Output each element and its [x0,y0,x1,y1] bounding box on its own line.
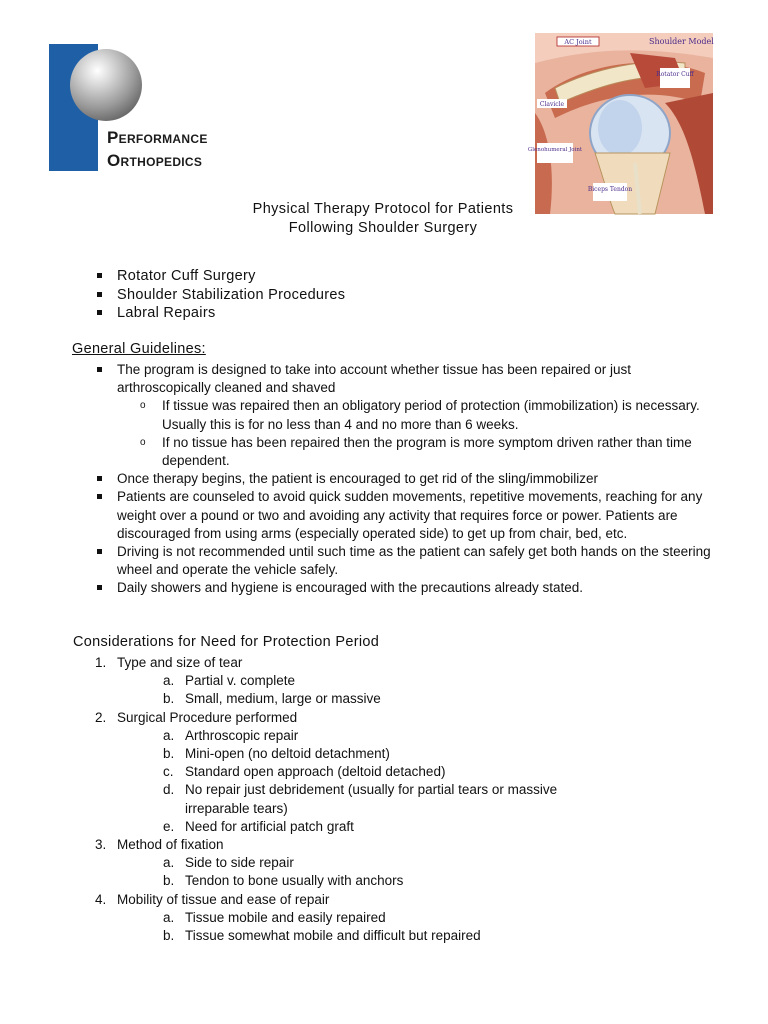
label-shoulder-model: Shoulder Model [649,37,714,46]
guideline-sub-item: o If no tissue has been repaired then the program is more symptom driven rather than time dependent. [140,434,713,470]
consideration-item [95,654,715,709]
label-glenohumeral-joint: Glenohumeral Joint [527,147,583,153]
sub-letter: a. [163,727,175,743]
consideration-number: 1. [95,655,107,670]
guideline-sub-list [117,397,713,470]
performance-orthopedics-logo [49,44,229,172]
consideration-sub-item [163,763,715,781]
sub-text: Arthroscopic repair [185,727,299,743]
considerations-heading: Considerations for Need for Protection Period [73,634,380,650]
label-ac-joint: AC Joint [564,38,592,46]
label-biceps-tendon: Biceps Tendon [587,186,633,193]
shoulder-anatomy-illustration [527,33,714,214]
guideline-sub-item: o If tissue was repaired then an obligatory period of protection (immobilization) is necessary. Usually this is for no less than 4 and no more than 6 weeks. [140,397,713,433]
consideration-sub-item [163,854,715,872]
surgery-item: Labral Repairs [93,304,345,323]
consideration-sub-list [117,909,715,945]
consideration-sub-item [163,727,715,745]
consideration-number: 2. [95,709,107,725]
consideration-sub-item [163,745,715,763]
surgery-item: Rotator Cuff Surgery [93,267,345,286]
consideration-item [95,891,715,946]
consideration-sub-item [163,672,715,690]
title-line-2: Following Shoulder Surgery [288,219,478,236]
consideration-sub-item [163,909,715,927]
consideration-number: 4. [95,891,107,907]
sub-letter: b. [163,746,175,762]
logo-sphere-icon [70,49,142,121]
document-title [200,200,566,237]
guidelines-list [93,361,713,598]
surgery-item: Shoulder Stabilization Procedures [93,286,345,305]
consideration-item [95,709,715,836]
sub-letter: c. [163,764,174,780]
consideration-sub-list [117,672,715,708]
sub-text: Need for artificial patch graft [185,818,354,834]
sub-letter: e. [163,818,175,834]
sub-letter: a. [163,673,175,689]
consideration-sub-item [163,872,715,890]
consideration-number: 3. [95,837,107,853]
label-clavicle: Clavicle [539,101,565,108]
logo-line-1: Performance [107,128,208,147]
guideline-item [93,361,713,470]
sub-text: Standard open approach (deltoid detached) [185,764,446,780]
sub-letter: d. [163,782,175,798]
sub-text: No repair just debridement (usually for partial tears or massive irreparable tears) [185,782,558,816]
sub-text: Side to side repair [185,855,294,871]
sub-text: Partial v. complete [185,673,296,689]
sub-text: Small, medium, large or massive [185,691,381,707]
sub-text: Tendon to bone usually with anchors [185,873,404,889]
consideration-sub-item [163,781,715,817]
sub-letter: b. [163,928,175,944]
sub-letter: a. [163,909,175,925]
surgery-list [93,267,345,323]
consideration-sub-item [163,690,715,708]
guideline-item: Daily showers and hygiene is encouraged with the precautions already stated. [93,579,713,597]
sub-text: Mini-open (no deltoid detachment) [185,746,390,762]
sub-letter: a. [163,855,175,871]
logo-line-2: Orthopedics [107,151,203,170]
considerations-list [95,654,715,945]
sub-letter: b. [163,691,175,707]
label-rotator-cuff: Rotator Cuff [656,71,694,78]
sub-text: Tissue mobile and easily repaired [185,909,386,925]
sub-letter: b. [163,873,175,889]
consideration-label: Method of fixation [117,837,224,853]
consideration-label: Type and size of tear [117,655,243,670]
consideration-sub-item [163,818,715,836]
consideration-sub-list [117,727,715,836]
consideration-item [95,836,715,891]
sub-text: Tissue somewhat mobile and difficult but repaired [185,928,481,944]
consideration-label: Surgical Procedure performed [117,709,298,725]
guideline-item: Patients are counseled to avoid quick sudden movements, repetitive movements, reaching for any weight over a pound or two and avoiding any activity that requires force or power. Patients are discouraged from using arms (especially operated side) to get up from chair, bed, etc. [93,488,713,543]
title-line-1: Physical Therapy Protocol for Patients [252,201,514,217]
consideration-sub-item [163,927,715,945]
general-guidelines-heading: General Guidelines: [72,341,206,357]
consideration-label: Mobility of tissue and ease of repair [117,891,330,907]
guideline-item: Driving is not recommended until such time as the patient can safely get both hands on the steering wheel and operate the vehicle safely. [93,543,713,579]
guideline-item: Once therapy begins, the patient is encouraged to get rid of the sling/immobilizer [93,470,713,488]
guideline-text: The program is designed to take into account whether tissue has been repaired or just arthroscopically cleaned and shaved [117,362,632,396]
consideration-sub-list [117,854,715,890]
logo-brand-text [107,126,208,172]
